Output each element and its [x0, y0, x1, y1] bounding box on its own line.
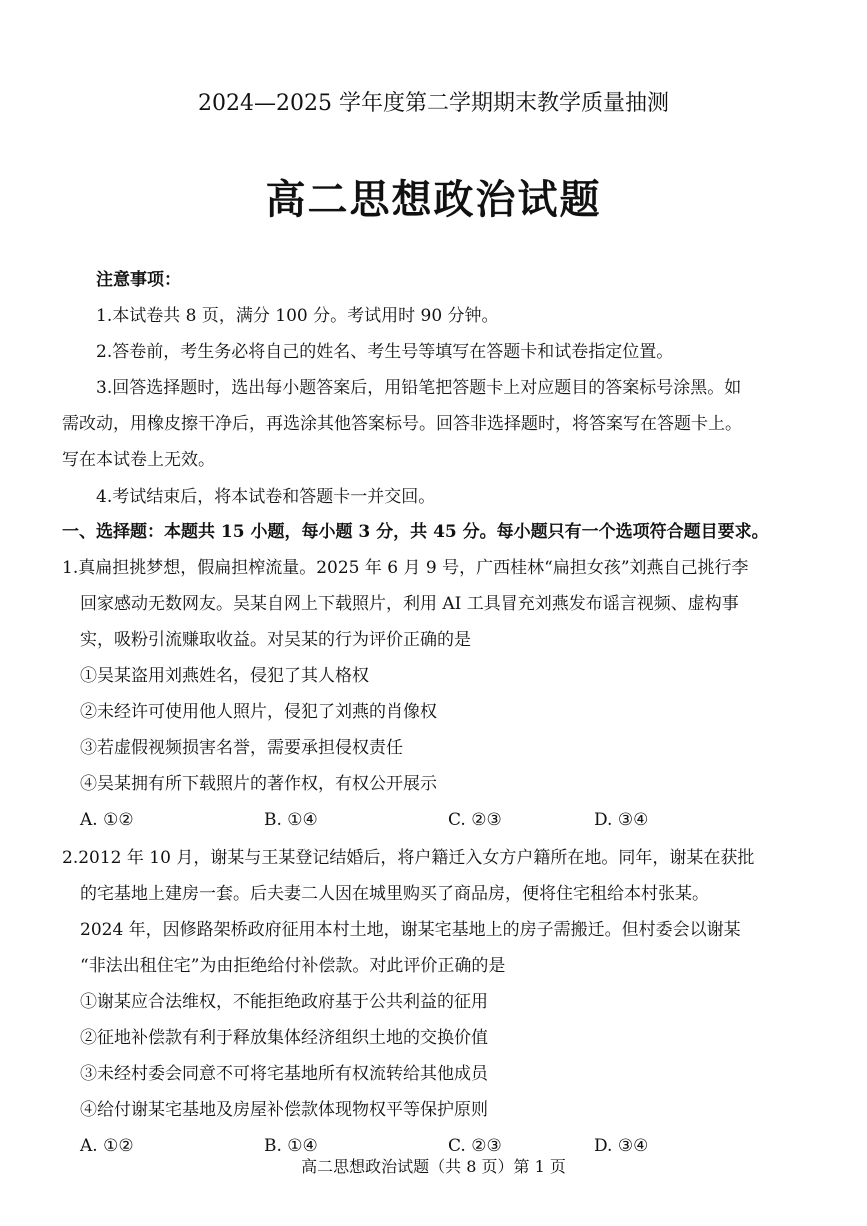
- answer-option: B. ①④: [264, 810, 318, 830]
- notice-item: 1.本试卷共 8 页，满分 100 分。考试用时 90 分钟。: [96, 306, 499, 326]
- answer-option: C. ②③: [448, 810, 502, 830]
- question-statement: ③未经村委会同意不可将宅基地所有权流转给其他成员: [80, 1064, 488, 1084]
- page-footer: 高二思想政治试题（共 8 页）第 1 页: [301, 1157, 566, 1176]
- question-stem-line: 回家感动无数网友。吴某自网上下载照片，利用 AI 工具冒充刘燕发布谣言视频、虚构事: [80, 594, 739, 614]
- notice-item: 需改动，用橡皮擦干净后，再选涂其他答案标号。回答非选择题时，将答案写在答题卡上。: [62, 414, 742, 434]
- page-title: 高二思想政治试题: [265, 176, 602, 223]
- question-statement: ①谢某应合法维权，不能拒绝政府基于公共利益的征用: [80, 992, 488, 1012]
- question-statement: ②征地补偿款有利于释放集体经济组织土地的交换价值: [80, 1028, 488, 1048]
- answer-option: A. ①②: [80, 1136, 134, 1156]
- question-statement: ③若虚假视频损害名誉，需要承担侵权责任: [80, 738, 403, 758]
- notice-heading: 注意事项：: [96, 270, 181, 290]
- notice-item: 2.答卷前，考生务必将自己的姓名、考生号等填写在答题卡和试卷指定位置。: [96, 342, 674, 362]
- question-stem-line: 1.真扁担挑梦想，假扁担榨流量。2025 年 6 月 9 号，广西桂林“扁担女孩”刘燕自己挑行李: [62, 558, 749, 578]
- answer-option: D. ③④: [594, 810, 649, 830]
- question-stem-line: “非法出租住宅”为由拒绝给付补偿款。对此评价正确的是: [80, 956, 506, 976]
- question-stem-line: 的宅基地上建房一套。后夫妻二人因在城里购买了商品房，便将住宅租给本村张某。: [80, 884, 709, 904]
- question-statement: ④吴某拥有所下载照片的著作权，有权公开展示: [80, 774, 437, 794]
- question-statement: ①吴某盗用刘燕姓名，侵犯了其人格权: [80, 666, 369, 686]
- notice-item: 写在本试卷上无效。: [62, 450, 215, 470]
- question-stem-line: 2.2012 年 10 月，谢某与王某登记结婚后，将户籍迁入女方户籍所在地。同年，谢某在获批: [62, 848, 755, 868]
- answer-option: B. ①④: [264, 1136, 318, 1156]
- exam-subtitle: 2024—2025 学年度第二学期期末教学质量抽测: [198, 91, 669, 116]
- question-statement: ④给付谢某宅基地及房屋补偿款体现物权平等保护原则: [80, 1100, 488, 1120]
- answer-option: D. ③④: [594, 1136, 649, 1156]
- answer-option: C. ②③: [448, 1136, 502, 1156]
- question-statement: ②未经许可使用他人照片，侵犯了刘燕的肖像权: [80, 702, 437, 722]
- answer-option: A. ①②: [80, 810, 134, 830]
- notice-item: 4.考试结束后，将本试卷和答题卡一并交回。: [96, 487, 436, 507]
- notice-item: 3.回答选择题时，选出每小题答案后，用铅笔把答题卡上对应题目的答案标号涂黑。如: [96, 378, 742, 398]
- question-stem-line: 2024 年，因修路架桥政府征用本村土地，谢某宅基地上的房子需搬迁。但村委会以谢某: [80, 920, 741, 940]
- question-stem-line: 实，吸粉引流赚取收益。对吴某的行为评价正确的是: [80, 630, 471, 650]
- section-heading: 一、选择题：本题共 15 小题，每小题 3 分，共 45 分。每小题只有一个选项符合题目要求。: [62, 522, 769, 542]
